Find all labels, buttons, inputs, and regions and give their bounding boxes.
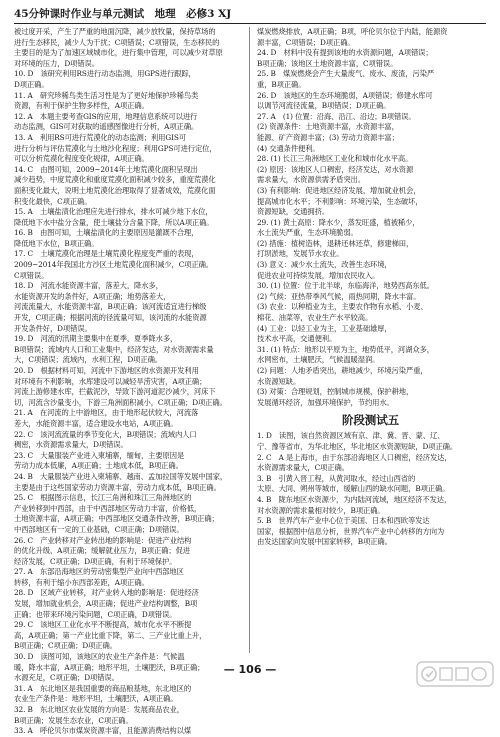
text-line: 25. B 煤炭燃烧会产生大量废气、废水、废渣，污染严 — [257, 69, 435, 79]
text-line: 可以分析荒漠化程度变化规律，A项正确。 — [14, 154, 149, 164]
text-line: 12. A 本题主要考查GIS的应用，地理信息系统可以进行 — [14, 111, 198, 121]
page-header: 45分钟课时作业与单元测试 地理 必修3 XJ — [14, 8, 232, 20]
text-line: 降低地下水中盐分含量，使土壤盐分含量下降，所以A项正确。 — [14, 217, 214, 227]
text-line: (2) 问题：人地矛盾突出，耕地减少，环境污染严重， — [257, 366, 428, 375]
text-line: 10. D 该研究利用RS进行动态监测，用GPS进行跟踪， — [14, 69, 196, 79]
text-line: 4. B 陇东地区水资源少，为内陆河流域，地区经济不发达， — [257, 494, 452, 504]
text-line: 25. C 根据图示信息，长江三角洲和珠江三角洲地区的 — [14, 493, 192, 503]
text-line: 源丰富，C项错误；D项正确。 — [257, 37, 355, 47]
text-line: 转移，有利于缩小东西部差距，A项正确。 — [14, 577, 149, 587]
text-line: 的优化升级，A项正确；缓解就业压力，B项正确；促进 — [14, 546, 190, 556]
text-line: 正确；也带来环境污染问题，C项正确，D项错误。 — [14, 609, 177, 619]
text-line: 13. A 利用RS可进行荒漠化的动态监测；利用GIS可 — [14, 132, 186, 142]
text-line: 29. (1) 黄土高原：降水少，蒸发旺盛，植被稀少， — [257, 217, 420, 227]
text-line: 被过度开采，产生了严重的地面沉降，减少放牧量，保持草场的 — [14, 27, 216, 36]
text-line: 26. C 产业转移对产业转出地的影响是：促进产业结构 — [14, 535, 192, 545]
text-line: 棉花、油菜等，农业生产水平较高。 — [257, 313, 373, 323]
text-line: 暖，降水丰富，A项正确；地形平坦，土壤肥沃，B项正确； — [14, 662, 205, 672]
text-line: B项错误；流域内人口和工业集中，经济发达，对水资源需求量 — [14, 344, 214, 354]
page-number: — 106 — — [223, 663, 277, 676]
text-line: 大，C项错误；流域内，水利工程，D项正确。 — [14, 355, 162, 365]
text-line: (3) 农业：以种植业为主，主要农作物有水稻、小麦、 — [257, 302, 428, 312]
text-line: 21. A 在河流的上中游地区，由于地形起伏较大，河流落 — [14, 408, 199, 418]
text-line: 16. B 由图可知，土壤盐渍化的主要原因是灌溉不合理， — [14, 228, 199, 238]
text-line: C项错误。 — [14, 270, 49, 280]
text-line: B项正确；C项正确；D项正确。 — [14, 641, 117, 651]
text-line: 土地资源丰富，A项正确；中西部地区交通条件改善，B项正确； — [14, 514, 219, 524]
text-line: 水资源短缺。 — [257, 376, 301, 386]
text-line: B项正确；该地区土地资源丰富，C项错误。 — [257, 58, 398, 68]
text-line: 劳动力成本低廉，A项正确；土地成本低，B项正确。 — [14, 461, 183, 471]
header-rule — [14, 23, 486, 24]
text-line: 水源充足，C项正确；D项错误。 — [14, 673, 119, 683]
text-line: 28. (1) 长江三角洲地区工业化和城市化水平高。 — [257, 154, 413, 164]
text-line: 对环境的压力，D项错误。 — [14, 58, 99, 68]
text-line: 资源，有利于保护生物多样性，A项正确。 — [14, 101, 149, 111]
text-line: 5. B 世界汽车产业中心位于美国、日本和西欧等发达 — [257, 516, 430, 526]
text-line: 河流流量大，水能资源丰富，B项正确；该河流适宜进行梯级 — [14, 302, 207, 312]
text-line: 28. D 区域产业转移，对产业转入地的影响是：促进经济 — [14, 588, 199, 598]
text-line: 23. C 大量服装产业进入柬埔寨，缅甸，主要原因是 — [14, 450, 185, 460]
text-line: 进行分析与评估荒漠化与土地沙化程度；利用GPS可进行定位， — [14, 143, 217, 153]
right-column-body — [257, 27, 484, 408]
text-line: 15. A 土壤盐渍化治理应先进行排水，排水可减少地下水位， — [14, 207, 213, 217]
left-column — [14, 27, 241, 736]
text-line: 高，A项正确；第一产业比重下降，第二、三产业比重上升， — [14, 630, 207, 640]
text-line: 发展，增加就业机会，A项正确；促进产业结构调整，B项 — [14, 599, 198, 609]
text-line: 差大，水能资源丰富，适合建设水电站，A项正确。 — [14, 418, 178, 428]
text-line: B项正确；发展生态农业，C项正确。 — [14, 715, 133, 725]
text-line: 31. A 东北地区是我国重要的商品粮基地，东北地区的 — [14, 683, 192, 693]
text-line: 开发，C项正确；根据河流的径流量可知，该河流的水能资源 — [14, 313, 207, 323]
text-line: 27. A 东部沿海地区的劳动密集型产业向中西部地区 — [14, 567, 184, 577]
text-line: 煤炭燃烧排放，A项正确；B项，呼伦贝尔位于内陆，能源资 — [257, 27, 448, 36]
text-line: 主要是由于这些国家劳动力资源丰富，劳动力成本低，B项正确。 — [14, 482, 221, 492]
text-line: 3. B 引黄入晋工程，从黄河取水，经过山西省的 — [257, 473, 416, 483]
text-line: 14. C 由图可知，2009~2014年土地荒漠化面积呈现出 — [14, 164, 198, 174]
text-line: 1. D 读图，该自然资源区域有京、津、冀、晋、蒙、辽、 — [257, 431, 445, 441]
text-line: 面积变化最大，说明土地荒漠化治理取得了显著成效，荒漠化面 — [14, 185, 216, 195]
text-line: 资源短缺，交通拥挤。 — [257, 207, 329, 217]
text-line: 中西部地区有一定的工业基础，C项正确；D项错误。 — [14, 524, 184, 534]
text-line: 产业转移到中西部，由于中西部地区劳动力丰富，价格低， — [14, 503, 202, 513]
text-line: (2) 措施：植树造林，退耕还林还草，修建梯田， — [257, 238, 414, 248]
text-line: 打坝淤地，发展节水农业。 — [257, 249, 344, 259]
text-line: 31. (1) 特点：地形以平原为主，地势低平，河湖众多， — [257, 344, 434, 354]
text-line: 切，河流含沙量变小，下游三角洲面积减小，C项正确；D项正确。 — [14, 397, 227, 407]
text-line: 对水资源的需求量相对较少，B项正确。 — [257, 505, 385, 515]
column-divider — [249, 27, 250, 653]
text-line: 30. (1) 位置：位于北半球，东临海洋，地势西高东低。 — [257, 281, 434, 291]
text-line: 国家，根据图中信息分析，世界汽车产业中心转移的方向为 — [257, 526, 445, 536]
text-line: 主要目的是为了加速区域城市化，进行集中管理，可以减少对草原 — [14, 48, 223, 58]
text-line: D项正确。 — [14, 79, 49, 89]
text-line: 重，B项正确。 — [257, 79, 306, 89]
right-column — [257, 27, 484, 655]
section-title: 阶段测试五 — [342, 413, 399, 428]
text-line: (4) 工业：以轻工业为主，工业基础雄厚， — [257, 323, 392, 333]
text-line: 经济发展，C项正确；D项正确，有利于环境保护。 — [14, 556, 177, 566]
text-line: 水资源需求量大，C项正确。 — [257, 463, 349, 473]
text-line: 积变化最快，C项正确。 — [14, 196, 92, 206]
text-line: 河流上游修建水库，拦截泥沙，导致下游河道泥沙减少，河床下 — [14, 387, 216, 397]
text-line: 对环境有不利影响，水库建设可以减轻旱涝灾害，A项正确； — [14, 376, 207, 386]
section-items — [257, 431, 484, 548]
text-line: 能源、矿产资源丰富；(3) 劳动力资源丰富； — [257, 132, 399, 142]
text-line: 农业生产条件是：地形平坦，土壤肥沃，A项正确。 — [14, 694, 178, 704]
text-line: (3) 对策：合理规划，控制城市规模，保护耕地， — [257, 387, 414, 397]
text-line: 11. A 研究珍稀鸟类生活习性是为了更好地保护珍稀鸟类 — [14, 90, 199, 100]
text-line: 太原、大同、朔州等城市，缓解山西的缺水问题，B项正确。 — [257, 484, 450, 494]
text-line: 33. A 呼伦贝尔市煤炭资源丰富，且能源消费结构以煤 — [14, 726, 192, 736]
text-line: 开发条件好，D项错误。 — [14, 323, 92, 333]
text-line: 由发达国家向发展中国家转移，B项正确。 — [257, 537, 392, 547]
text-line: 27. A (1) 位置：沿海、沿江、沿边；B项错误。 — [257, 111, 416, 121]
watermark-logo — [416, 661, 494, 687]
text-line: (4) 交通条件便利。 — [257, 143, 320, 153]
text-line: (2) 资源条件：土地资源丰富，水资源丰富， — [257, 122, 399, 132]
text-line: 水土流失严重，生态环境脆弱。 — [257, 228, 358, 238]
text-line: 水网密布，土壤肥沃，气候温暖湿润。 — [257, 355, 380, 365]
text-line: (3) 有利影响：促进地区经济发展，增加就业机会， — [257, 185, 421, 195]
text-line: (2) 气候：亚热带季风气候，雨热同期，降水丰富。 — [257, 291, 421, 301]
text-line: 2. C A 是上海市，由于东部沿海地区人口稠密，经济发达， — [257, 452, 452, 462]
text-line: 24. D 材料中没有提到该地的水资源问题，A项错误； — [257, 48, 433, 58]
text-line: 24. B 大量服装产业进入柬埔寨、越南、孟加拉国等发展中国家， — [14, 471, 228, 481]
text-line: 29. C 该地区工业化水平不断提高，城市化水平不断提 — [14, 620, 192, 630]
text-line: (3) 意义：减少水土流失，改善生态环境， — [257, 260, 392, 270]
text-line: 需求量大，水资源供需矛盾突出。 — [257, 175, 365, 185]
text-line: 技术水平高，交通便利。 — [257, 334, 337, 344]
text-line: 进行生态移民，减少人为干扰；C项错误；C项错误，生态移民的 — [14, 37, 220, 47]
text-line: 发展循环经济，加强环境保护，节约用水。 — [257, 397, 394, 407]
text-line: 26. D 该地区的生态环境脆弱，A项错误；修建水库可 — [257, 90, 433, 100]
text-line: 以调节河流径流量，B项错误；D项正确。 — [257, 101, 391, 111]
text-line: 促进农业可持续发展，增加农民收入。 — [257, 270, 380, 280]
text-line: 宁、豫等省市，为华北地区，华北地区水资源短缺，D项正确。 — [257, 441, 458, 451]
text-line: 2009~2014年我国北方沙区土地荒漠化面积减少，C项正确。 — [14, 260, 213, 270]
text-line: 17. C 土壤荒漠化治理是土壤荒漠化程度变严重的表现， — [14, 249, 199, 259]
text-line: 稠密，水资源需求量大，D项错误。 — [14, 440, 128, 450]
text-line: 动态监测，GIS可对获取的遥感图像进行分析，A项正确。 — [14, 122, 199, 132]
text-line: 减少趋势，中度荒漠化和重度荒漠化面积减少较多，重度荒漠化 — [14, 175, 216, 185]
text-line: 提高城市化水平；不利影响：环境污染，生态破坏， — [257, 196, 423, 206]
text-line: 水能资源开发的条件好，A项正确；地势落差大， — [14, 291, 171, 301]
text-line: 22. C 该河流流量的季节变化大，B项错误；流域内人口 — [14, 429, 197, 439]
text-line: (2) 原因：该地区人口稠密，经济发达，对水资源 — [257, 164, 414, 174]
text-line: 32. B 东北地区农业发展的方向是：发展商品农业， — [14, 705, 184, 714]
text-line: 30. D 读图可知，该地区的农业生产条件是：气候温 — [14, 652, 185, 662]
text-line: 19. D 河流的汛期主要集中在夏季，夏季降水多， — [14, 334, 178, 344]
text-line: 18. D 河流水能资源丰富，落差大，降水多， — [14, 281, 163, 291]
text-line: 降低地下水位，B项正确。 — [14, 238, 99, 248]
text-line: 20. D 根据材料可知，河流中下游地区的水资源开发利用 — [14, 366, 199, 375]
